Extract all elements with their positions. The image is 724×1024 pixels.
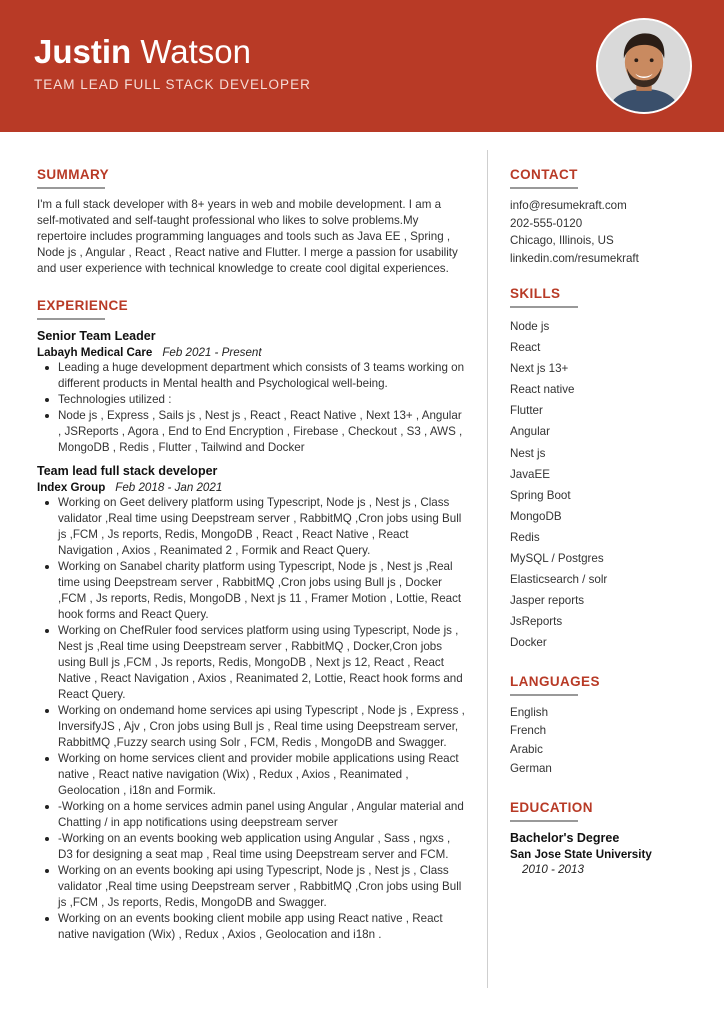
side-column xyxy=(510,166,700,877)
contact-email[interactable]: info@resumekraft.com xyxy=(510,199,627,212)
list-item: Nest js xyxy=(510,446,546,460)
list-item: JsReports xyxy=(510,615,563,629)
list-item: German xyxy=(510,761,552,775)
list-item: React native xyxy=(510,383,575,397)
education-rule xyxy=(510,820,578,822)
job-dates: Feb 2018 - Jan 2021 xyxy=(115,481,223,494)
list-item: -Working on an events booking web application using Angular , Sass , ngxs , D3 for designing a seat map , Real time using Deepstream server and FCM. xyxy=(58,831,465,863)
list-item: Node js , Express , Sails js , Nest js , React , React Native , Next 13+ , Angular , JSReports , Agora , End to End Encryption , Firebase , Checkout , S3 , AWS , MongoDB , Redis , Flutter , Tailwind and Docker xyxy=(58,408,465,456)
summary-text: I'm a full stack developer with 8+ years in web and mobile development. I am a self-motivated and self-taught professional who likes to solve problems.My repertoire includes programming languages and tools such as Java EE , Spring , Node js , Angular , React , React native and Flutter. I merge a passion for usability and user experience with technical knowledge to create cool digital experiences. xyxy=(37,198,458,275)
contact-rule xyxy=(510,187,578,189)
list-item: Jasper reports xyxy=(510,594,585,608)
company-name: Index Group xyxy=(37,481,106,494)
list-item: Flutter xyxy=(510,404,543,418)
summary-rule xyxy=(37,187,105,189)
list-item: MongoDB xyxy=(510,509,562,523)
list-item: Working on ChefRuler food services platform using using Typescript, Node js , Nest js ,Real time using Deepstream server , RabbitMQ , Docker,Cron jobs using Bull js ,FCM , Js reports, Redis, MongoDB , Next js 12, React , React Native , React Navigation , Axios , Reanimated 2, Lottie, React hook forms and React Query. xyxy=(58,623,465,703)
list-item: Working on ondemand home services api using Typescript , Node js , Express , InversifyJS , Ajv , Cron jobs using Bull js , Real time using Deepstream server, RabbitMQ ,Fuzzy search using Solr , FCM, Redis , MongoDB and Swagger. xyxy=(58,704,465,749)
degree-title: Bachelor's Degree xyxy=(510,830,620,845)
list-item: Leading a huge development department which consists of 3 teams working on different products in Mental health and Psychological well-being. xyxy=(58,361,465,390)
list-item: Next js 13+ xyxy=(510,362,569,376)
list-item: JavaEE xyxy=(510,467,550,481)
list-item: React xyxy=(510,341,541,355)
languages-heading: LANGUAGES xyxy=(510,673,600,689)
main-column xyxy=(37,166,465,943)
list-item: English xyxy=(510,705,549,719)
list-item: Working on an events booking client mobile app using React native , React native navigation (Wix) , Redux , Axios , Geolocation and i18n . xyxy=(58,911,465,943)
list-item: Working on an events booking api using Typescript, Node js , Nest js , Class validator ,Real time using Deepstream server , RabbitMQ ,Cron jobs using Bull js ,FCM , Js reports, Redis, MongoDB and Swagger. xyxy=(58,863,465,911)
candidate-name xyxy=(34,32,251,72)
job-bullets xyxy=(37,495,465,943)
list-item: -Working on a home services admin panel using Angular , Angular material and Chatting / in app notifications using deepstream server xyxy=(58,800,464,829)
header-banner xyxy=(0,0,724,132)
list-item: Node js xyxy=(510,320,550,333)
school-name: San Jose State University xyxy=(510,847,652,861)
profile-photo xyxy=(596,18,692,114)
summary-heading: SUMMARY xyxy=(37,167,110,182)
experience-heading: EXPERIENCE xyxy=(37,298,129,313)
first-name: Justin xyxy=(34,33,132,70)
list-item: MySQL / Postgres xyxy=(510,552,604,566)
list-item: Spring Boot xyxy=(510,488,571,502)
languages-list xyxy=(510,704,700,779)
job-bullets xyxy=(37,360,465,456)
list-item: Working on Geet delivery platform using Typescript, Node js , Nest js , Class validator ,Real time using Deepstream server , RabbitMQ ,Cron jobs using Bull js ,FCM , Js reports, Redis, MongoDB , React , React Native , React Navigation , Axios , Reanimated 2 , Formik and React Query. xyxy=(58,495,465,559)
list-item: Docker xyxy=(510,636,547,650)
job-meta xyxy=(37,480,465,495)
contact-phone: 202-555-0120 xyxy=(510,216,583,230)
job-entry xyxy=(37,463,465,943)
list-item: Technologies utilized : xyxy=(58,392,465,408)
job-meta xyxy=(37,345,465,360)
job-title: Team lead full stack developer xyxy=(37,464,218,478)
job-entry xyxy=(37,328,465,456)
last-name: Watson xyxy=(140,33,252,70)
list-item: Working on Sanabel charity platform using Typescript, Node js , Nest js ,Real time using Deepstream server , RabbitMQ ,Cron jobs using Bull js , Docker ,FCM , Js reports, Redis, MongoDB , Next js 11 , Framer Motion , Lottie, React hook forms and React Query. xyxy=(58,559,465,623)
education-heading: EDUCATION xyxy=(510,799,593,815)
experience-rule xyxy=(37,318,105,320)
contact-location: Chicago, Illinois, US xyxy=(510,234,614,247)
job-role: TEAM LEAD FULL STACK DEVELOPER xyxy=(34,77,311,92)
job-dates: Feb 2021 - Present xyxy=(162,346,262,359)
company-name: Labayh Medical Care xyxy=(37,346,153,359)
list-item: Elasticsearch / solr xyxy=(510,573,608,587)
job-title: Senior Team Leader xyxy=(37,329,156,343)
column-divider xyxy=(487,150,488,988)
portrait-icon xyxy=(598,20,690,112)
languages-rule xyxy=(510,694,578,696)
list-item: Arabic xyxy=(510,743,543,757)
contact-linkedin[interactable]: linkedin.com/resumekraft xyxy=(510,251,639,265)
contact-heading: CONTACT xyxy=(510,167,578,182)
skills-heading: SKILLS xyxy=(510,286,561,301)
skills-rule xyxy=(510,306,578,308)
list-item: Working on home services client and provider mobile applications using React native , React native navigation (Wix) , Redux , Axios , Reanimated , Geolocation , i18n and Formik. xyxy=(58,751,465,799)
list-item: French xyxy=(510,724,547,738)
education-dates: 2010 - 2013 xyxy=(522,862,584,876)
skills-list xyxy=(510,316,700,654)
list-item: Angular xyxy=(510,425,550,439)
list-item: Redis xyxy=(510,530,540,544)
